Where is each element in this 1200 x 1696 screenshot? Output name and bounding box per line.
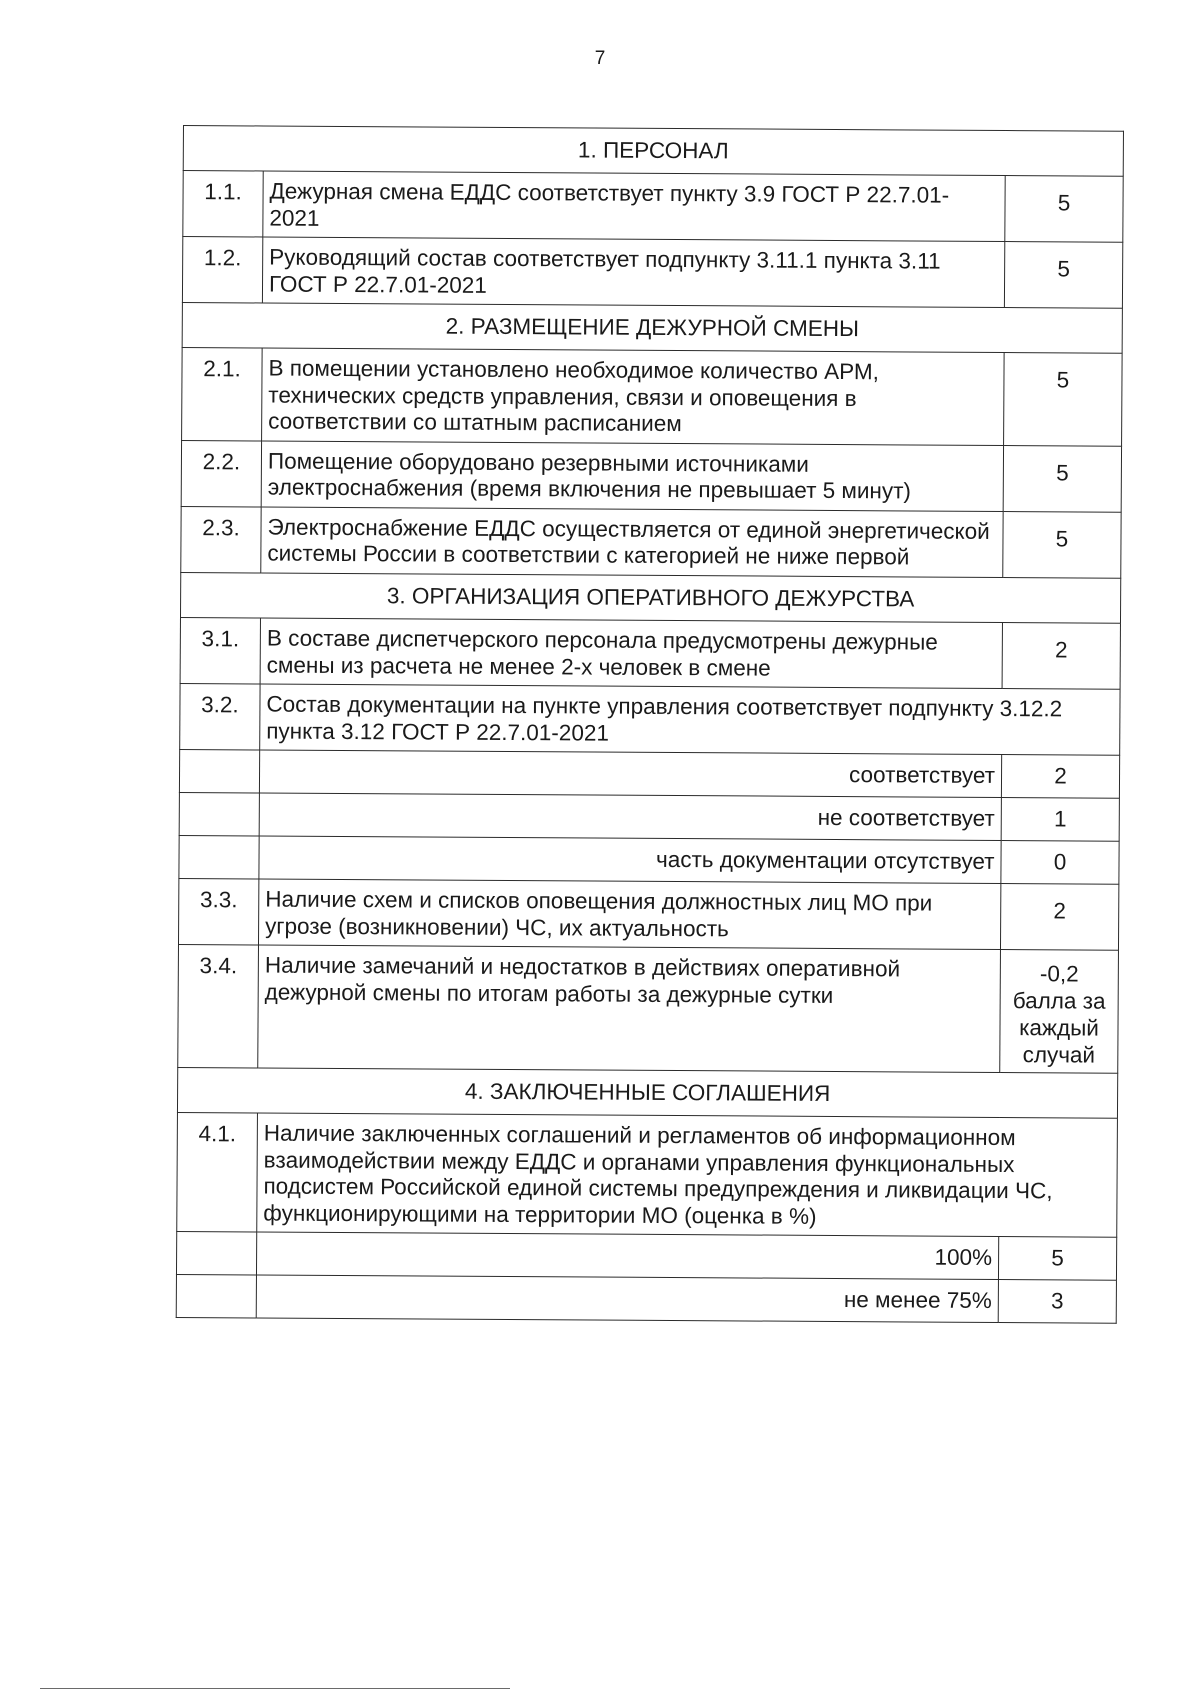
empty-cell (176, 1275, 256, 1318)
option-row (179, 750, 1119, 799)
table-row (183, 171, 1123, 243)
section-title: 4. ЗАКЛЮЧЕННЫЕ СОГЛАШЕНИЯ (177, 1068, 1117, 1119)
item-number: 1.2. (182, 237, 262, 304)
option-label: часть документации отсутствует (259, 836, 1001, 884)
option-row (179, 793, 1119, 842)
option-label: 100% (256, 1232, 998, 1280)
score-line: случай (1022, 1042, 1096, 1068)
table-row (180, 618, 1120, 690)
option-row (176, 1232, 1116, 1281)
item-score: 2 (1002, 623, 1120, 690)
item-text: В помещении установлено необходимое количество АРМ, технических средств управления, связи и оповещения в соответствии со штатным расписанием (262, 348, 1005, 445)
item-text: Дежурная смена ЕДДС соответствует пункту 3.9 ГОСТ Р 22.7.01-2021 (263, 171, 1005, 242)
item-score: 5 (1004, 242, 1122, 309)
item-number: 2.1. (182, 348, 263, 441)
score-line: -0,2 (1039, 961, 1079, 987)
assessment-table (176, 125, 1124, 1324)
table-row (181, 440, 1121, 512)
footer-divider (40, 1688, 510, 1689)
table-row (182, 348, 1123, 446)
option-label: соответствует (259, 750, 1001, 798)
table-row (178, 945, 1119, 1074)
empty-cell (179, 793, 259, 836)
item-text: В составе диспетчерского персонала предусмотрены дежурные смены из расчета не менее 2-х человек в смене (260, 618, 1002, 689)
table-row (178, 879, 1118, 951)
item-number: 2.2. (181, 440, 261, 507)
score-line: каждый (1019, 1015, 1099, 1041)
item-number: 4.1. (177, 1113, 258, 1233)
table-row (182, 237, 1122, 309)
item-score: 5 (1003, 511, 1121, 578)
item-text: Наличие схем и списков оповещения должностных лиц МО при угрозе (возникновении) ЧС, их актуальность (258, 879, 1000, 950)
option-score: 0 (1001, 841, 1119, 885)
option-score: 3 (998, 1280, 1116, 1324)
section-title: 2. РАЗМЕЩЕНИЕ ДЕЖУРНОЙ СМЕНЫ (182, 303, 1122, 354)
item-score (1000, 950, 1119, 1074)
item-text: Наличие заключенных соглашений и регламентов об информационном взаимодействии между ЕДДС и органами управления функциональных подсистем Российской единой системы предупреждения и ликвидации ЧС, функционирующими на территории МО (оценка в %) (257, 1113, 1118, 1237)
item-score: 5 (1003, 445, 1121, 512)
assessment-table-container (176, 125, 1123, 1324)
section-header-row (182, 303, 1122, 354)
empty-cell (176, 1232, 256, 1275)
table-row (181, 506, 1121, 578)
item-number: 1.1. (183, 171, 263, 238)
option-score: 1 (1001, 798, 1119, 842)
option-score: 5 (998, 1237, 1116, 1281)
section-header-row (177, 1068, 1117, 1119)
option-label: не менее 75% (256, 1275, 998, 1323)
item-text: Руководящий состав соответствует подпункту 3.11.1 пункта 3.11 ГОСТ Р 22.7.01-2021 (262, 237, 1004, 308)
item-number: 2.3. (181, 506, 261, 573)
item-score: 2 (1000, 884, 1118, 951)
option-label: не соответствует (259, 793, 1001, 841)
table-row (177, 1113, 1118, 1238)
section-title: 1. ПЕРСОНАЛ (183, 126, 1123, 177)
option-score: 2 (1001, 755, 1119, 799)
score-line: балла за (1012, 988, 1106, 1014)
option-row (176, 1275, 1116, 1324)
table-row (180, 684, 1120, 756)
item-number: 3.1. (180, 618, 260, 685)
item-score: 5 (1004, 353, 1123, 446)
item-text: Наличие замечаний и недостатков в действиях оперативной дежурной смены по итогам работы за дежурные сутки (258, 945, 1001, 1073)
item-text: Состав документации на пункте управления соответствует подпункту 3.12.2 пункта 3.12 ГОСТ Р 22.7.01-2021 (260, 684, 1120, 755)
empty-cell (179, 750, 259, 793)
page-number: 7 (594, 48, 606, 69)
item-score: 5 (1005, 176, 1123, 243)
section-title: 3. ОРГАНИЗАЦИЯ ОПЕРАТИВНОГО ДЕЖУРСТВА (180, 573, 1120, 624)
item-number: 3.4. (178, 945, 259, 1068)
empty-cell (179, 836, 259, 879)
item-number: 3.2. (180, 684, 260, 751)
section-header-row (180, 573, 1120, 624)
option-row (179, 836, 1119, 885)
item-text: Электроснабжение ЕДДС осуществляется от единой энергетической системы России в соответствии с категорией не ниже первой (261, 507, 1003, 578)
item-text: Помещение оборудовано резервными источниками электроснабжения (время включения не превышает 5 минут) (261, 441, 1003, 512)
item-number: 3.3. (178, 879, 258, 946)
section-header-row (183, 126, 1123, 177)
